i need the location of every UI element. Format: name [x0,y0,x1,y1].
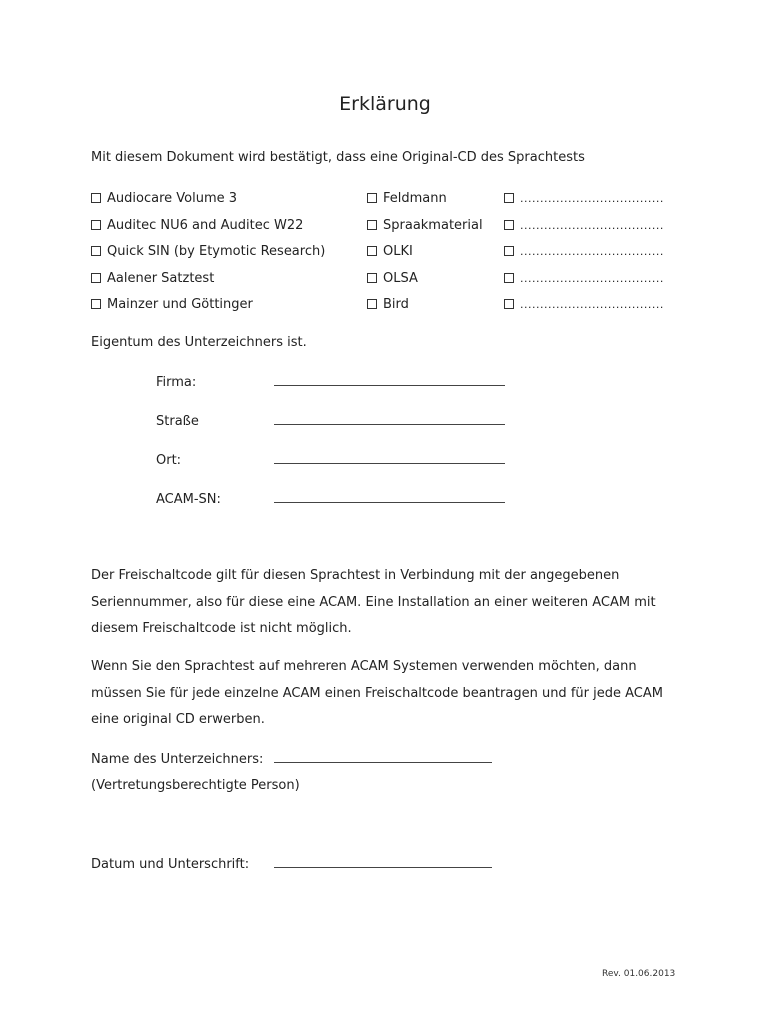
checkbox-label: Spraakmaterial [383,217,483,233]
checkbox-icon[interactable] [504,273,514,283]
document-title: Erklärung [339,93,431,115]
checkbox-item[interactable] [367,243,483,270]
checkbox-icon[interactable] [367,220,377,230]
checkbox-label: Audiocare Volume 3 [107,191,238,206]
checkbox-icon[interactable] [91,299,101,309]
paragraph-line: Wenn Sie den Sprachtest auf mehreren ACAM Systemen verwenden möchten, dann [91,659,637,674]
checkbox-icon[interactable] [91,246,101,256]
signer-subtitle: (Vertretungsberechtigte Person) [91,778,300,793]
field-label: Straße [156,414,199,429]
paragraph-line: müssen Sie für jede einzelne ACAM einen Freischaltcode beantragen und für jede ACAM [91,685,663,701]
checkbox-label: OLSA [383,270,418,286]
acam-sn-input-line[interactable] [274,490,505,503]
checkbox-column-3 [504,190,664,323]
intro-text: Mit diesem Dokument wird bestätigt, dass eine Original-CD des Sprachtests [91,150,585,165]
revision-label: Rev. 01.06.2013 [602,969,676,979]
owner-fields [156,373,505,529]
checkbox-icon[interactable] [504,193,514,203]
checkbox-icon[interactable] [91,273,101,283]
field-row-ort [156,451,505,490]
signer-name-line[interactable] [274,750,492,763]
signer-label: Name des Unterzeichners: [91,752,264,767]
owner-text: Eigentum des Unterzeichners ist. [91,335,307,350]
checkbox-label: OLKI [383,244,413,259]
ort-input-line[interactable] [274,451,505,464]
checkbox-icon[interactable] [504,246,514,256]
field-row-acam-sn [156,490,505,529]
checkbox-item[interactable] [367,296,483,323]
checkbox-item[interactable] [91,296,325,323]
checkbox-column-1 [91,190,325,323]
date-signature-line[interactable] [274,855,492,868]
blank-fill-line[interactable]: .................................... [520,298,664,311]
checkbox-item[interactable] [367,190,483,217]
blank-fill-line[interactable]: .................................... [520,218,664,232]
checkbox-label: Auditec NU6 and Auditec W22 [107,217,304,233]
paragraph-line: Seriennummer, also für diese eine ACAM. Eine Installation an einer weiteren ACAM mit [91,594,656,610]
paragraph-line: Der Freischaltcode gilt für diesen Sprachtest in Verbindung mit der angegebenen [91,568,620,583]
checkbox-icon[interactable] [367,193,377,203]
field-label: Firma: [156,375,197,390]
checkbox-icon[interactable] [504,299,514,309]
checkbox-item[interactable] [504,190,664,217]
checkbox-column-2 [367,190,483,323]
field-row-firma [156,373,505,412]
paragraph-multiple-systems [91,654,681,734]
field-label: Ort: [156,453,182,468]
checkbox-item[interactable] [91,190,325,217]
checkbox-item[interactable] [504,296,664,323]
firma-input-line[interactable] [274,373,505,386]
checkbox-label: Aalener Satztest [107,270,215,286]
blank-fill-line[interactable]: .................................... [520,245,664,258]
field-label: ACAM-SN: [156,492,221,507]
checkbox-item[interactable] [504,243,664,270]
checkbox-item[interactable] [504,270,664,297]
checkbox-icon[interactable] [504,220,514,230]
date-signature-label: Datum und Unterschrift: [91,857,250,872]
checkbox-icon[interactable] [367,299,377,309]
blank-fill-line[interactable]: .................................... [520,271,664,285]
checkbox-icon[interactable] [367,273,377,283]
signer-row [91,750,492,767]
checkbox-item[interactable] [91,270,325,297]
checkbox-item[interactable] [367,217,483,244]
field-row-strasse [156,412,505,451]
blank-fill-line[interactable]: .................................... [520,192,664,205]
checkbox-icon[interactable] [91,220,101,230]
checkbox-label: Bird [383,297,409,312]
strasse-input-line[interactable] [274,412,505,425]
checkbox-item[interactable] [504,217,664,244]
checkbox-item[interactable] [367,270,483,297]
date-signature-row [91,855,492,872]
checkbox-icon[interactable] [367,246,377,256]
checkbox-label: Quick SIN (by Etymotic Research) [107,244,326,259]
paragraph-line: diesem Freischaltcode ist nicht möglich. [91,621,352,636]
checkbox-label: Feldmann [383,191,447,206]
checkbox-icon[interactable] [91,193,101,203]
checkbox-label: Mainzer und Göttinger [107,297,253,312]
checkbox-item[interactable] [91,243,325,270]
checkbox-item[interactable] [91,217,325,244]
paragraph-line: eine original CD erwerben. [91,712,265,727]
paragraph-activation-code [91,563,681,643]
